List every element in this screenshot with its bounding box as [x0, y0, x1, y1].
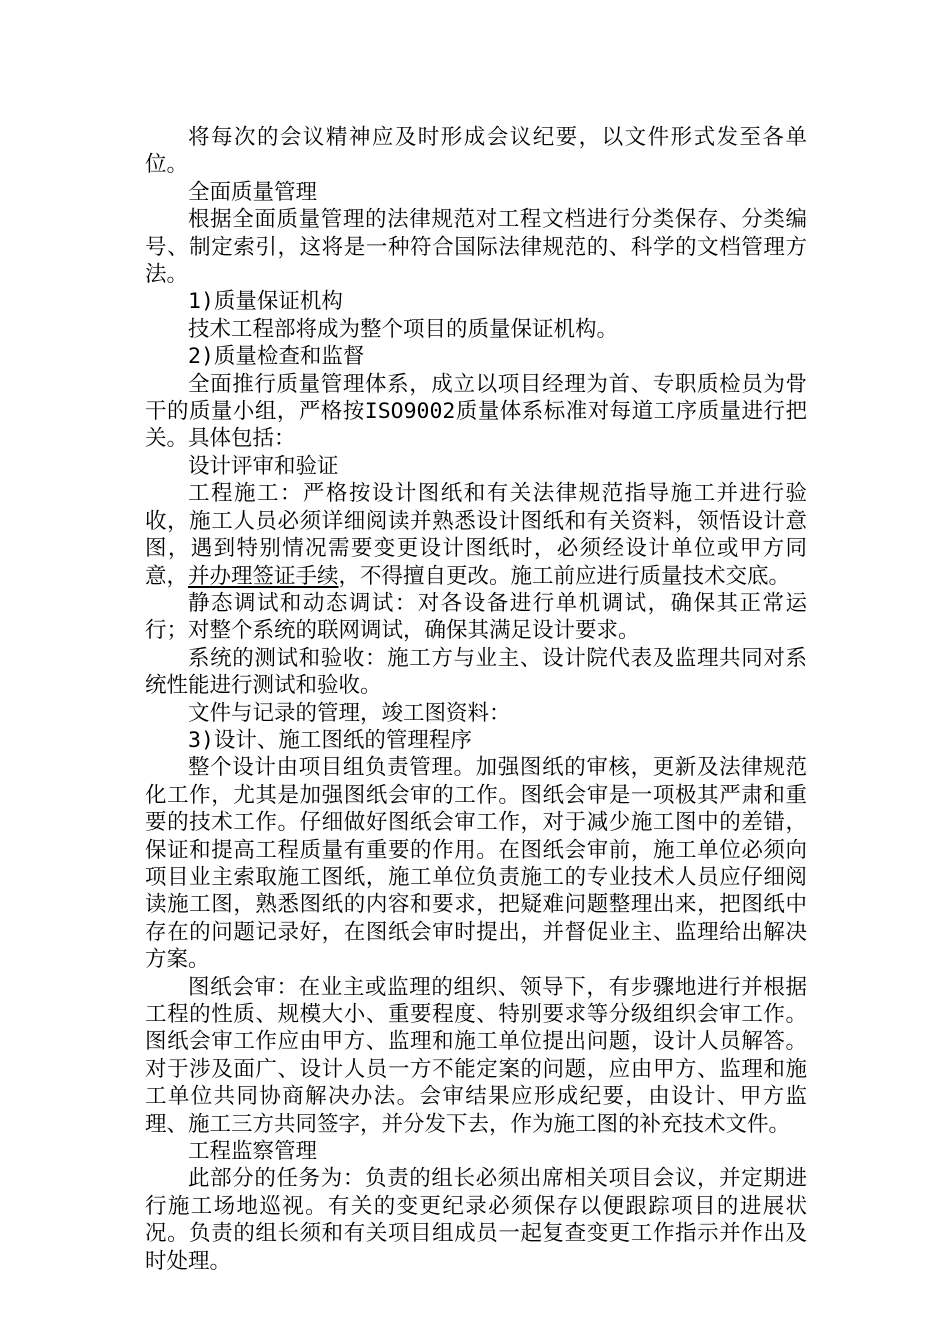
paragraph-meeting-minutes: 将每次的会议精神应及时形成会议纪要，以文件形式发至各单位。 — [145, 125, 807, 178]
paragraph-drawing-review: 图纸会审：在业主或监理的组织、领导下，有步骤地进行并根据工程的性质、规模大小、重要程度、特别要求等分级组织会审工作。图纸会审工作应由甲方、监理和施工单位提出问题，设计人员解答。对于涉及面广、设计人员一方不能定案的问题，应由甲方、监理和施工单位共同协商解决办法。会审结果应形成纪要，由设计、甲方监理、施工三方共同签字，并分发下去，作为施工图的补充技术文件。 — [145, 974, 807, 1137]
heading-total-quality-management: 全面质量管理 — [188, 179, 318, 205]
paragraph-construction — [145, 480, 807, 590]
paragraph-design-management: 整个设计由项目组负责管理。加强图纸的审核，更新及法律规范化工作，尤其是加强图纸会审的工作。图纸会审是一项极其严肃和重要的技术工作。仔细做好图纸会审工作，对于减少施工图中的差错，保证和提高工程质量有重要的作用。在图纸会审前，施工单位必须向项目业主索取施工图纸，施工单位负责施工的专业技术人员应仔细阅读施工图，熟悉图纸的内容和要求，把疑难问题整理出来，把图纸中存在的问题记录好，在图纸会审时提出，并督促业主、监理给出解决方案。 — [145, 755, 807, 973]
paragraph-document-archiving: 根据全面质量管理的法律规范对工程文档进行分类保存、分类编号、制定索引，这将是一种符合国际法律规范的、科学的文档管理方法。 — [145, 207, 807, 288]
paragraph-supervision-tasks: 此部分的任务为：负责的组长必须出席相关项目会议，并定期进行施工场地巡视。有关的变更纪录必须保存以便跟踪项目的进展状况。负责的组长须和有关项目组成员一起复查变更工作指示并作出及时处理。 — [145, 1166, 807, 1274]
visa-procedure-underlined: 并办理签证手续 — [188, 563, 339, 589]
heading-quality-inspection: 2)质量检查和监督 — [188, 344, 365, 370]
construction-text-before: 工程施工：严格按设计图纸和有关法律规范指导施工并进行验收，施工人员必须详细阅读并熟悉设计图纸和有关资料，领悟设计意图，遇到特别情况需要变更设计图纸时，必须经设计单位或甲方同意， — [145, 481, 807, 589]
construction-text-after: ，不得擅自更改。施工前应进行质量技术交底。 — [338, 563, 791, 589]
heading-design-review: 设计评审和验证 — [188, 453, 339, 479]
heading-drawing-procedure: 3)设计、施工图纸的管理程序 — [188, 727, 472, 753]
paragraph-system-testing: 系统的测试和验收：施工方与业主、设计院代表及监理共同对系统性能进行测试和验收。 — [145, 645, 807, 699]
document-body — [145, 124, 807, 1275]
heading-records-management: 文件与记录的管理，竣工图资料： — [188, 700, 511, 726]
heading-quality-assurance-org: 1)质量保证机构 — [188, 289, 343, 315]
paragraph-qa-department: 技术工程部将成为整个项目的质量保证机构。 — [188, 316, 619, 342]
paragraph-quality-system: 全面推行质量管理体系，成立以项目经理为首、专职质检员为骨干的质量小组，严格按ISO9002质量体系标准对每道工序质量进行把关。具体包括： — [145, 371, 807, 452]
heading-supervision-management: 工程监察管理 — [188, 1139, 318, 1165]
paragraph-commissioning: 静态调试和动态调试：对各设备进行单机调试，确保其正常运行；对整个系统的联网调试，确保其满足设计要求。 — [145, 590, 807, 644]
